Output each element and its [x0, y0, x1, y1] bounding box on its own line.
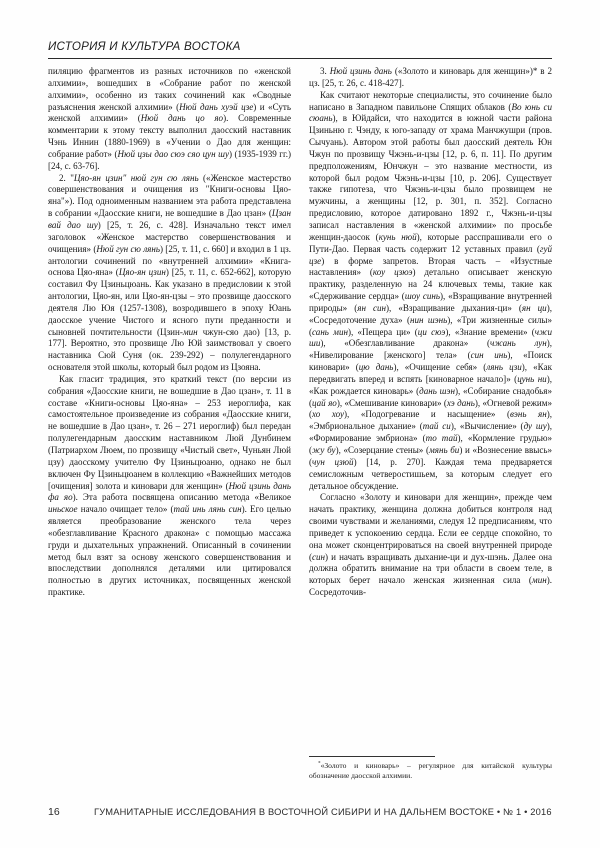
- running-head: [48, 40, 552, 59]
- running-head-divider: [48, 58, 552, 59]
- footnote-marker: *: [318, 760, 321, 767]
- page-footer: [48, 806, 552, 818]
- running-head-title: ИСТОРИЯ И КУЛЬТУРА ВОСТОКА: [48, 40, 241, 53]
- right-column-text: [309, 66, 552, 599]
- right-column: [309, 66, 552, 781]
- footnote-entry: [309, 761, 552, 781]
- paragraph: Согласно «Золоту и киновари для женщин», прежде чем начать практику, женщина должна добиться контроля над своими чувствами и желаниями, следуя 12 предписаниям, что приведет к успокоению сердца. Если ее сердце спокойно, то она может сконцентрироваться на своей внутренней природе (син) и начать взращивать дыхание-ци и дух-шэнь. Далее она должна обратить внимание на три области в своем теле, в которых берет начало женская жизненная сила (мин). Сосредоточив-: [309, 492, 552, 598]
- footnote-text: [309, 761, 552, 781]
- page-number: 16: [48, 806, 60, 818]
- left-column-text: [48, 66, 291, 599]
- paragraph: 3. Нюй цзинь дань («Золото и киноварь для женщин»)* в 2 цз. [25, т. 26, с. 418-427].: [309, 66, 552, 88]
- left-column: [48, 66, 291, 781]
- two-column-body: [48, 66, 552, 781]
- footnote-area: [309, 750, 552, 781]
- footnote-body: «Золото и киноварь» – регулярное для китайской культуры обозначение даосской алхимии.: [309, 761, 552, 780]
- paragraph: Как гласит традиция, это краткий текст (по версии из собрания «Даосские книги, не вошедшие в Дао цзан», т. 11 в составе «Книги-основы Цяо-яна» – 253 иероглифа, как самостоятельное произведение из собрания «Даосские книги, не вошедшие в Дао цзан», т. 26 – 271 иероглиф) был передан полулегендарным даосским наставником Люй Дунбинем (Патриархом Люем, по прозвищу «Чистый свет», Чуньян Люй цзу) даосскому учителю Фу Цзиньцюаню, однако не был включен Фу Цзиньцюанем в коллекцию «Важнейших методов [очищения] золота и киновари для женщин» (Нюй цзинь дань фа яо). Эта работа посвящена описанию метода «Великое иньское начало очищает тело» (тай инь лянь син). Его целью является преобразование женского тела через «обезглавливание Красного дракона» с помощью массажа груди и дыхательных упражнений. Описанный в сочинении метод был взят за основу женского совершенствования и впоследствии дополнялся деталями или цитировался полностью в других источниках, посвященных женской практике.: [48, 373, 291, 598]
- paragraph: пиляцию фрагментов из разных источников по «женской алхимии», вошедших в «Собрание работ по женской алхимии», особенно из таких сочинений как «Сводные разъяснения женской алхимии» (Нюй дань хуэй цзе) и «Суть женской алхимии» (Нюй дань цо яо). Современные комментарии к этому тексту выполнил даосский наставник Чэнь Иннин (1880-1969) в «Учении о Дао для женщин: собрание работ» (Нюй цзы дао сюэ сяо цун шу) (1935-1939 гг.) [24, с. 63-76].: [48, 66, 292, 171]
- paragraph: Как считают некоторые специалисты, это сочинение было написано в Западном павильоне Спящих облаков (Во юнь си сюань), в Юйдайси, что находится в южной части района Цзиньню г. Чэнду, к юго-западу от храма Манчжушри (пров. Сычуань). Автором этой работы был даосский деятель Юн Чжун по прозвищу Чжэнь-и-цзы [12, р. 6, п. 11]. По другим предположениям, Юнчжун – это название местности, из которой был родом Чжэнь-и-цзы [10, р. 206]. Существует также гипотеза, что Чжэнь-и-цзы было прозвищем не мужчины, а женщины [12, р. 301, п. 352]. Согласно предисловию, которое датировано 1892 г., Чжэнь-и-цзы записал наставления в «женской алхимии» по просьбе женщин-даосок (кунь нюй), которые расспрашивали его о Пути-Дао. Первая часть содержит 12 уставных правил (гуй цзе) в форме запретов. Вторая часть – «Изустные наставления» (коу цзюэ) детально описывает женскую практику, разделенную на 24 ключевых темы, такие как «Сдерживание сердца» (шоу синь), «Взращивание внутренней природы» (ян син), «Взращивание дыхания-ци» (ян ци), «Сосредоточение духа» (нин шэнь), «Три жизненные силы» (сань мин), «Пещера ци» (ци сюэ), «Знание времени» (чжи ши), «Обезглавливание дракона» (чжань лун), «Нивелирование [женского] тела» (син инь), «Поиск киновари» (цю дань), «Очищение себя» (лянь цзи), «Как передвигать вперед и вспять [киноварное начало]» (цунь ни), «Как рождается киноварь» (дань шэн), «Собирание снадобья» (цай яо), «Смешивание киновари» (хэ дань), «Огневой режим» (хо хоу), «Подогревание и насыщение» (вэнь ян), «Эмбриональное дыхание» (тай си), «Вычисление» (ду шу), «Формирование эмбриона» (то тай), «Кормление грудью» (жу бу), «Созерцание стены» (мянь би) и «Вознесение ввысь» (чун цзюй) [14, р. 270]. Каждая тема предваряется семисложным четверостишьем, за которым следует его детальное обсуждение.: [309, 89, 553, 491]
- journal-title-line: ГУМАНИТАРНЫЕ ИССЛЕДОВАНИЯ В ВОСТОЧНОЙ СИБИРИ И НА ДАЛЬНЕМ ВОСТОКЕ • № 1 • 2016: [94, 807, 552, 817]
- paragraph: 2. "Цяо-ян цзин" нюй гун сю лянь («Женское мастерство совершенствования и очищения из "Книги-основы Цяо-яна"»). Под одноименным названием эта работа представлена в собрании «Даосские книги, не вошедшие в Дао цзан» (Цзан вай дао шу) [25, т. 26, с. 428]. Изначально текст имел заголовок «Женское мастерство совершенствования и очищения» (Нюй гун сю лянь) [25, т. 11, с. 660] и входил в 1 цз. антологии сочинений по «внутренней алхимии» «Книга-основа Цяо-яна» (Цяо-ян цзин) [25, т. 11, с. 652-662], которую составил Фу Цзиньцюань. Как указано в предисловии к этой антологии, Цяо-ян, или Цяо-ян-цзы – это прозвище даосского деятеля Лю Юя (1257-1308), возродившего в эпоху Юань даосское учение Чистого и ясного пути преданности и сыновней почтительности (Цзин-мин чжун-сяо дао) [13, р. 177]. Вероятно, это прозвище Лю Юй заимствовал у своего наставника Сюй Суня (ок. 239-292) – полулегендарного основателя этой школы, который был родом из Цзояна.: [48, 172, 292, 373]
- footnote-divider: [309, 756, 435, 757]
